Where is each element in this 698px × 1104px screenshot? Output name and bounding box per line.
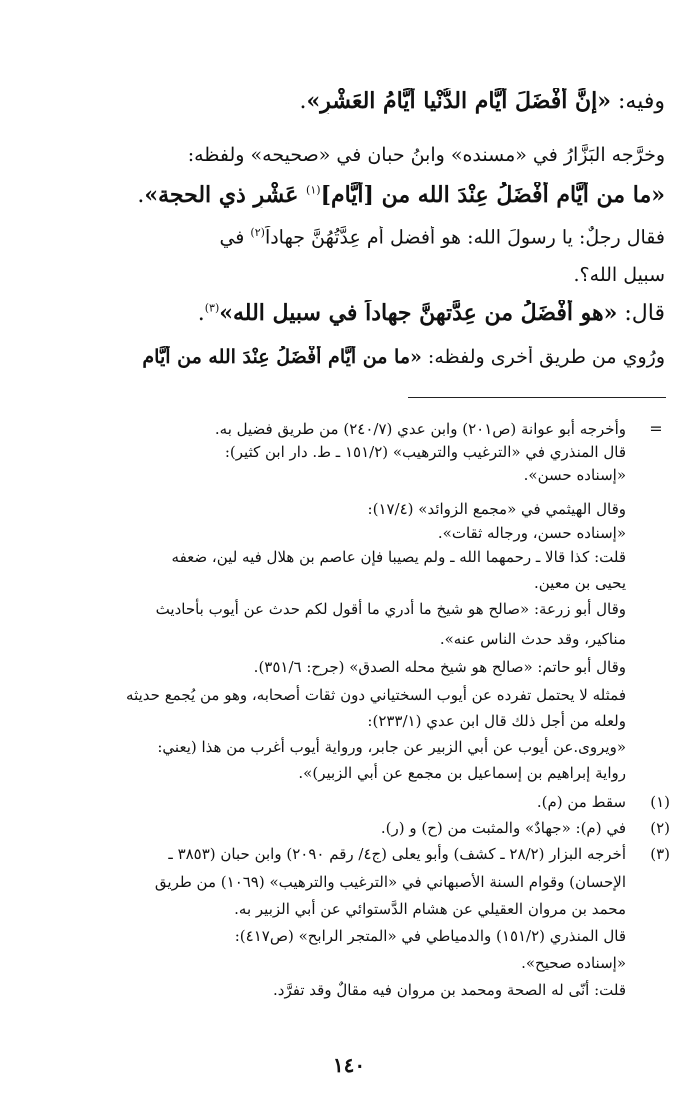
footnote-cont-line: «ويروى.عن أيوب عن أبي الزبير عن جابر، ورواية أيوب أغرب من هذا (يعني: xyxy=(157,738,626,756)
continuation-marker: = xyxy=(649,419,663,438)
footnote-number: (١) xyxy=(650,793,670,811)
footnote-cont-line: وقال الهيثمي في «مجمع الزوائد» (١٧/٤): xyxy=(367,500,626,518)
line7-plain: ورُوي من طريق أخرى ولفظه: xyxy=(421,346,665,368)
footnote-line: قال المنذري (١٥١/٢) والدمياطي في «المتجر الرابح» (ص٤١٧): xyxy=(234,927,626,945)
main-line-1 xyxy=(40,88,665,114)
footnote-line: «إسناده صحيح». xyxy=(521,954,626,972)
footnote-line: قلت: أنّى له الصحة ومحمد بن مروان فيه مقالٌ وقد تفرَّد. xyxy=(273,981,626,999)
main-line-4 xyxy=(40,226,665,248)
line3-end: . xyxy=(137,183,145,208)
line7-quote: «ما من أَيَّامٍ أَفْضَلُ عِنْدَ الله من أَيَّامِ xyxy=(142,346,422,368)
footnote-line: سقط من (م). xyxy=(536,793,626,811)
footnote-line: الإحسان) وقوام السنة الأصبهاني في «الترغيب والترهيب» (١٠٦٩) من طريق xyxy=(154,873,626,891)
footnote-line: محمد بن مروان العقيلي عن هشام الدَّستوائي عن أبي الزبير به. xyxy=(234,900,626,918)
footnote-cont-line: يحيى بن معين. xyxy=(534,574,626,592)
footnote-cont-line: وقال أبو زرعة: «صالح هو شيخ ما أدري ما أقول لكم حدث عن أيوب بأحاديث xyxy=(155,600,626,618)
line1-end: . xyxy=(299,89,307,114)
line3-quote-a: «ما من أَيَّامٍ أَفْضَلُ عِنْدَ الله من [أَيَّامِ] xyxy=(320,182,665,208)
line6-end: . xyxy=(197,301,205,326)
footnote-cont-line: رواية إبراهيم بن إسماعيل بن مجمع عن أبي الزبير)». xyxy=(298,764,626,782)
footnote-line: أخرجه البزار (٢٨/٢ ـ كشف) وأبو يعلى (ج٤/ رقم ٢٠٩٠) وابن حبان (٣٨٥٣ ـ xyxy=(168,845,626,863)
line6-quote: «هو أَفْضَلُ من عِدَّتهِنَّ جهاداً في سبيل الله» xyxy=(219,300,618,326)
line4-text: فقال رجلٌ: يا رسولَ الله: هو أفضل أم عِدَّتُهُنَّ جهاداً xyxy=(264,226,665,249)
footnote-cont-line: وقال أبو حاتم: «صالح هو شيخ محله الصدق» (جرح: ٣٥١/٦). xyxy=(253,658,626,676)
footnote-cont-line: قال المنذري في «الترغيب والترهيب» (١٥١/٢ ـ ط. دار ابن كثير): xyxy=(224,443,626,461)
line6-plain: قال: xyxy=(617,301,665,326)
footnote-ref-2: (٢) xyxy=(250,226,265,239)
main-line-7 xyxy=(40,346,665,368)
line1-plain: وفيه: xyxy=(611,89,665,114)
footnote-cont-line: قلت: كذا قالا ـ رحمهما الله ـ ولم يصيبا فإن عاصم بن هلال فيه لين، ضعفه xyxy=(171,548,626,566)
footnote-separator xyxy=(408,397,666,398)
main-line-3 xyxy=(40,182,665,208)
line3-quote-b: عَشْرِ ذي الحجة» xyxy=(144,182,307,208)
main-line-5: سبيل الله؟. xyxy=(573,264,665,286)
line4-end: في xyxy=(219,226,251,249)
main-line-6 xyxy=(40,300,665,326)
line1-quote: «إنَّ أَفْضَلَ أَيَّامِ الدُّنْيا أَيَّامُ العَشْرِ» xyxy=(306,88,612,114)
main-line-2: وخرَّجه البَزَّارُ في «مسنده» وابنُ حبان في «صحيحه» ولفظه: xyxy=(187,144,665,166)
footnote-number: (٣) xyxy=(650,845,670,863)
page-number: ١٤٠ xyxy=(332,1053,366,1077)
footnote-ref-1: (١) xyxy=(306,183,321,197)
footnote-cont-line: وأخرجه أبو عوانة (ص٢٠١) وابن عدي (٢٤٠/٧) من طريق فضيل به. xyxy=(214,420,626,438)
footnote-cont-line: «إسناده حسن، ورجاله ثقات». xyxy=(437,524,626,542)
footnote-cont-line: مناكير، وقد حدث الناس عنه». xyxy=(439,630,626,648)
footnote-ref-3: (٣) xyxy=(204,301,220,315)
footnote-number: (٢) xyxy=(650,819,670,837)
footnote-cont-line: فمثله لا يحتمل تفرده عن أيوب السختياني دون ثقات أصحابه، وهو من يُجمع حديثه xyxy=(126,686,626,704)
footnote-line: في (م): «جهادٌ» والمثبت من (ح) و (ر). xyxy=(380,819,626,837)
footnote-cont-line: «إسناده حسن». xyxy=(523,466,626,484)
footnote-cont-line: ولعله من أجل ذلك قال ابن عدي (٢٣٣/١): xyxy=(367,712,626,730)
